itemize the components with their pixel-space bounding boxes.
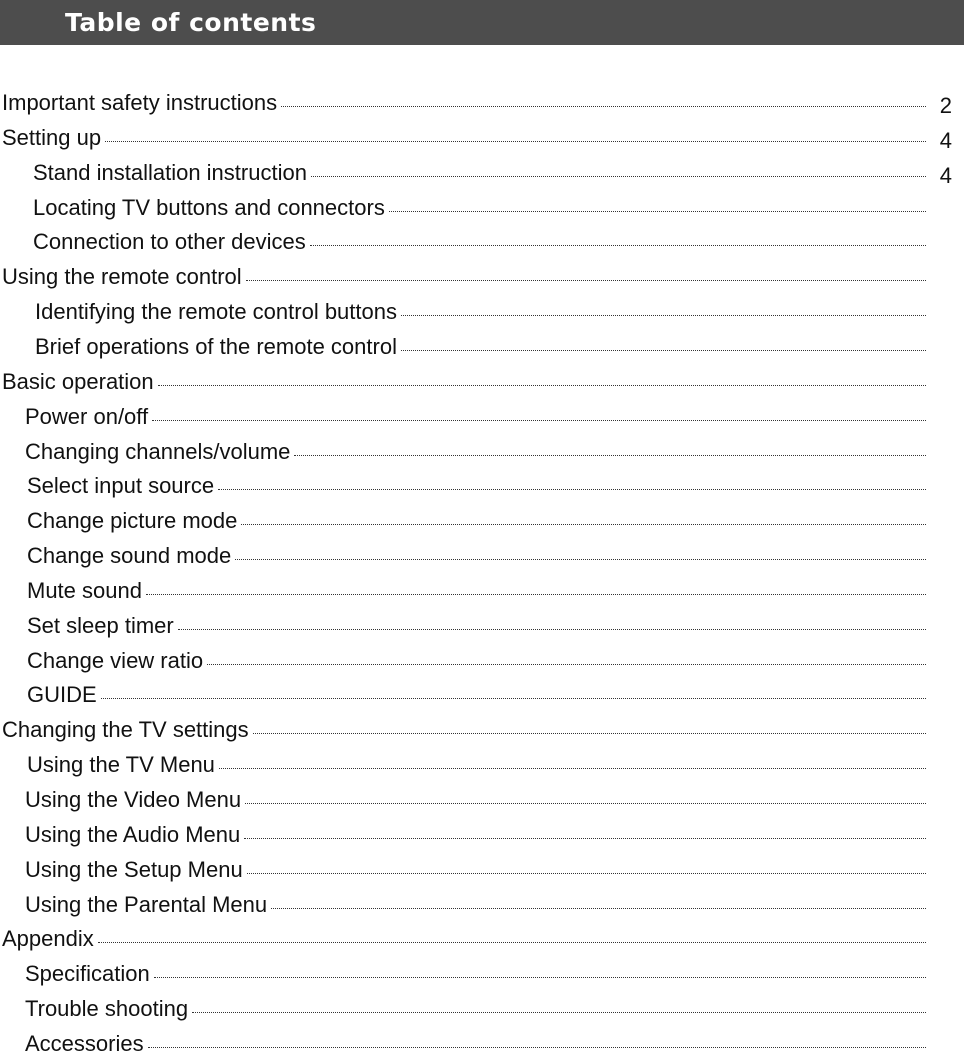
- toc-entry[interactable]: [0, 262, 964, 292]
- toc-entry-label: Using the remote control: [2, 264, 242, 289]
- toc-entry-label: Appendix: [2, 926, 94, 951]
- toc-entry[interactable]: [0, 332, 964, 362]
- toc-entry-label: GUIDE: [27, 682, 97, 707]
- toc-page-number: 4: [939, 163, 952, 188]
- toc-leader-dots: [148, 1047, 926, 1048]
- toc-leader-dots: [235, 559, 926, 560]
- toc-entry-label: Connection to other devices: [33, 229, 306, 254]
- toc-entry-label: Change picture mode: [27, 508, 238, 533]
- toc-leader-dots: [218, 489, 926, 490]
- toc-entry-label: Using the Parental Menu: [25, 892, 268, 917]
- toc-entry[interactable]: [0, 123, 964, 153]
- toc-leader-dots: [281, 106, 926, 107]
- toc-entry-label: Change sound mode: [27, 543, 232, 568]
- toc-leader-dots: [219, 768, 926, 769]
- toc-entry[interactable]: [0, 158, 964, 188]
- toc-entry[interactable]: [0, 785, 964, 815]
- toc-entry-label: Locating TV buttons and connectors: [33, 195, 385, 220]
- toc-leader-dots: [311, 176, 926, 177]
- toc-entry-label: Specification: [25, 961, 150, 986]
- toc-leader-dots: [245, 803, 926, 804]
- toc-entry[interactable]: [0, 680, 964, 710]
- toc-entry[interactable]: [0, 994, 964, 1024]
- toc-entry-label: Change view ratio: [27, 648, 204, 673]
- toc-leader-dots: [294, 455, 926, 456]
- toc-leader-dots: [98, 942, 926, 943]
- toc-entry-label: Identifying the remote control buttons: [35, 299, 397, 324]
- toc-entry[interactable]: [0, 88, 964, 118]
- toc-entry[interactable]: [0, 646, 964, 676]
- toc-entry[interactable]: [0, 193, 964, 223]
- toc-leader-dots: [158, 385, 926, 386]
- toc-entry-label: Basic operation: [2, 369, 154, 394]
- toc-entry[interactable]: [0, 437, 964, 467]
- toc-entry[interactable]: [0, 367, 964, 397]
- toc-entry-label: Setting up: [2, 125, 102, 150]
- toc-entry[interactable]: [0, 576, 964, 606]
- toc-leader-dots: [154, 977, 926, 978]
- toc-leader-dots: [247, 873, 926, 874]
- toc-entry-label: Using the Setup Menu: [25, 857, 243, 882]
- toc-entry[interactable]: [0, 611, 964, 641]
- toc-entry-label: Mute sound: [27, 578, 142, 603]
- toc-entry[interactable]: [0, 227, 964, 257]
- toc-entry-label: Brief operations of the remote control: [35, 334, 397, 359]
- toc-entry-label: Stand installation instruction: [33, 160, 307, 185]
- toc-leader-dots: [241, 524, 926, 525]
- toc-entry[interactable]: [0, 750, 964, 780]
- toc-entry-label: Trouble shooting: [25, 996, 189, 1021]
- toc-entry[interactable]: [0, 924, 964, 954]
- toc-entry[interactable]: [0, 715, 964, 745]
- toc-entry-label: Power on/off: [25, 404, 149, 429]
- toc-leader-dots: [253, 733, 926, 734]
- toc-leader-dots: [310, 245, 926, 246]
- toc-entry-label: Accessories: [25, 1031, 144, 1056]
- toc-entry-label: Changing the TV settings: [2, 717, 249, 742]
- toc-entry-label: Set sleep timer: [27, 613, 174, 638]
- toc-entry-label: Using the TV Menu: [27, 752, 215, 777]
- toc-entry-label: Select input source: [27, 473, 215, 498]
- toc-entry-label: Using the Audio Menu: [25, 822, 241, 847]
- toc-entry[interactable]: [0, 890, 964, 920]
- toc-entry[interactable]: [0, 820, 964, 850]
- toc-leader-dots: [105, 141, 926, 142]
- toc-page-number: 2: [939, 93, 952, 118]
- toc-entry[interactable]: [0, 471, 964, 501]
- toc-leader-dots: [207, 664, 926, 665]
- toc-entry[interactable]: [0, 541, 964, 571]
- toc-leader-dots: [101, 698, 926, 699]
- toc-leader-dots: [389, 211, 926, 212]
- toc-entry-label: Using the Video Menu: [25, 787, 242, 812]
- page-title: Table of contents: [65, 8, 317, 37]
- toc-entry[interactable]: [0, 297, 964, 327]
- toc-leader-dots: [244, 838, 926, 839]
- toc-leader-dots: [192, 1012, 926, 1013]
- toc-leader-dots: [146, 594, 926, 595]
- toc-leader-dots: [152, 420, 926, 421]
- toc-leader-dots: [271, 908, 926, 909]
- toc-entry[interactable]: [0, 855, 964, 885]
- toc-page-number: 4: [939, 128, 952, 153]
- toc-entry[interactable]: [0, 1029, 964, 1059]
- toc-entry[interactable]: [0, 506, 964, 536]
- toc-leader-dots: [401, 315, 926, 316]
- toc-leader-dots: [401, 350, 926, 351]
- toc-leader-dots: [246, 280, 926, 281]
- toc-entry-label: Changing channels/volume: [25, 439, 291, 464]
- toc-entry-label: Important safety instructions: [2, 90, 278, 115]
- toc-entry[interactable]: [0, 959, 964, 989]
- toc-entry[interactable]: [0, 402, 964, 432]
- toc-leader-dots: [178, 629, 926, 630]
